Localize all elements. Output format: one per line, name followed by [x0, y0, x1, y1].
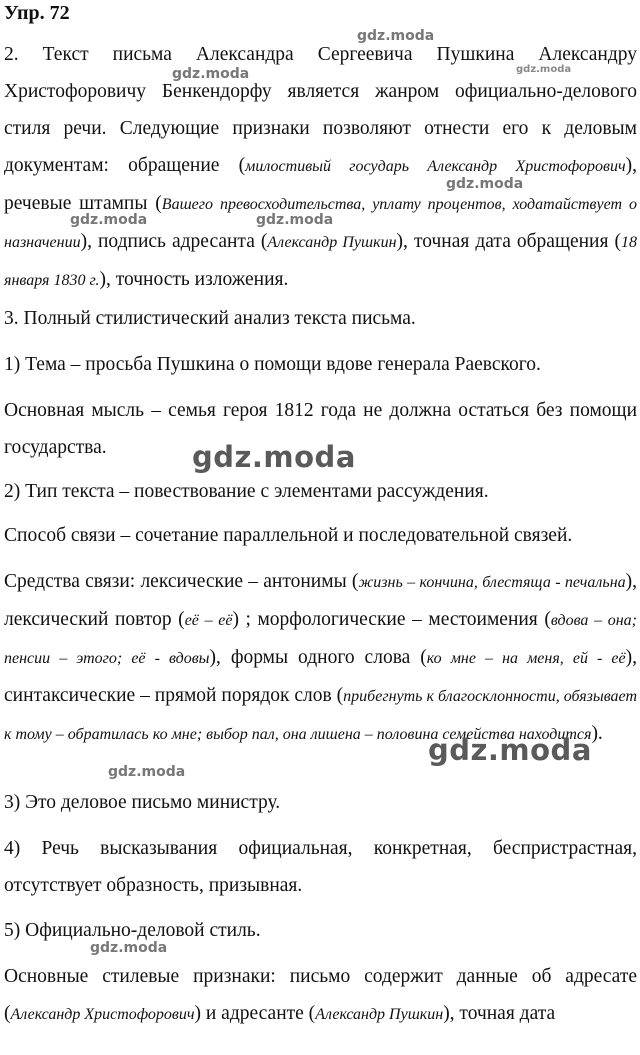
paragraph-theme: 1) Тема – просьба Пушкина о помощи вдове генерала Раевского. — [4, 354, 541, 375]
paragraph-connection-type: Способ связи – сочетание параллельной и последовательной связей. — [4, 525, 573, 546]
watermark: gdz.moda — [516, 64, 572, 75]
paragraph-text-type: 2) Тип текста – повествование с элементами рассуждения. — [4, 481, 489, 502]
text: ), лексический повтор ( — [4, 571, 638, 630]
watermark: gdz.moda — [446, 176, 524, 192]
paragraph-style: 5) Официально-деловой стиль. — [4, 920, 261, 941]
exercise-title: Упр. 72 — [4, 2, 70, 24]
text: Основные стилевые признаки: письмо содержит данные об адресате ( — [4, 966, 637, 1024]
paragraph-main-idea: Основная мысль – семья героя 1812 года не должна остаться без помощи государства. — [4, 400, 637, 458]
watermark: gdz.moda — [108, 764, 186, 780]
paragraph-letter-to-minister: 3) Это деловое письмо министру. — [4, 792, 281, 813]
watermark: gdz.moda — [192, 440, 356, 474]
paragraph-speech-features: 4) Речь высказывания официальная, конкретная, беспристрастная, отсутствует образность, призывная. — [4, 838, 637, 896]
example-italic: ко мне – на меня, ей - её — [426, 650, 626, 667]
example-italic: Александр Христофорович — [10, 1006, 195, 1023]
text: ), точная дата — [443, 1003, 556, 1024]
text: ), точность изложения. — [99, 269, 289, 290]
text: 2. Текст письма Александра Сергеевича Пушкина Александру Христофоровичу Бенкендорфу является жанром официально-делового стиля речи. Следующие признаки позволяют отнести его к деловым документам: обращение ( — [4, 44, 637, 176]
text: Средства связи: лексические – антонимы ( — [4, 571, 359, 592]
watermark: gdz.moda — [428, 733, 592, 767]
watermark: gdz.moda — [357, 28, 435, 44]
text: ) ; морфологические – местоимения ( — [232, 609, 551, 630]
watermark: gdz.moda — [70, 212, 148, 228]
example-italic: Вашего превосходительства, уплату процентов, ходатайствует о назначении — [4, 196, 637, 251]
paragraph-analysis-heading: 3. Полный стилистический анализ текста письма. — [4, 308, 416, 329]
paragraph-style-features — [4, 958, 637, 1033]
watermark: gdz.moda — [172, 66, 250, 82]
example-italic: её – её — [184, 612, 233, 629]
example-italic: прибегнуть к благосклонности, обязывает к тому – обратилась ко мне; выбор пал, она лишена – половина семейства находится — [4, 688, 637, 743]
example-italic: Александр Пушкин — [315, 1006, 444, 1023]
example-italic: милостивый государь Александр Христофорович — [245, 158, 626, 175]
paragraph-connection-means — [4, 563, 637, 753]
example-italic: вдова – она; пенсии – этого; её - вдовы — [4, 612, 638, 667]
watermark: gdz.moda — [90, 940, 168, 956]
watermark: gdz.moda — [256, 212, 334, 228]
text: ), речевые штампы ( — [4, 155, 638, 214]
paragraph-letter-genre — [4, 36, 637, 299]
text: ). — [591, 723, 603, 744]
example-italic: Александр Пушкин — [267, 234, 397, 251]
text: ), подпись адресанта ( — [80, 231, 268, 252]
example-italic: жизнь – кончина, блестяща - печальна — [358, 574, 626, 591]
example-italic: 18 января 1830 г. — [4, 234, 637, 289]
text: ), точная дата обращения ( — [396, 231, 621, 252]
text: ), синтаксические – прямой порядок слов ( — [4, 647, 637, 706]
text: ), формы одного слова ( — [209, 647, 427, 668]
text: ) и адресанте ( — [194, 1003, 316, 1024]
